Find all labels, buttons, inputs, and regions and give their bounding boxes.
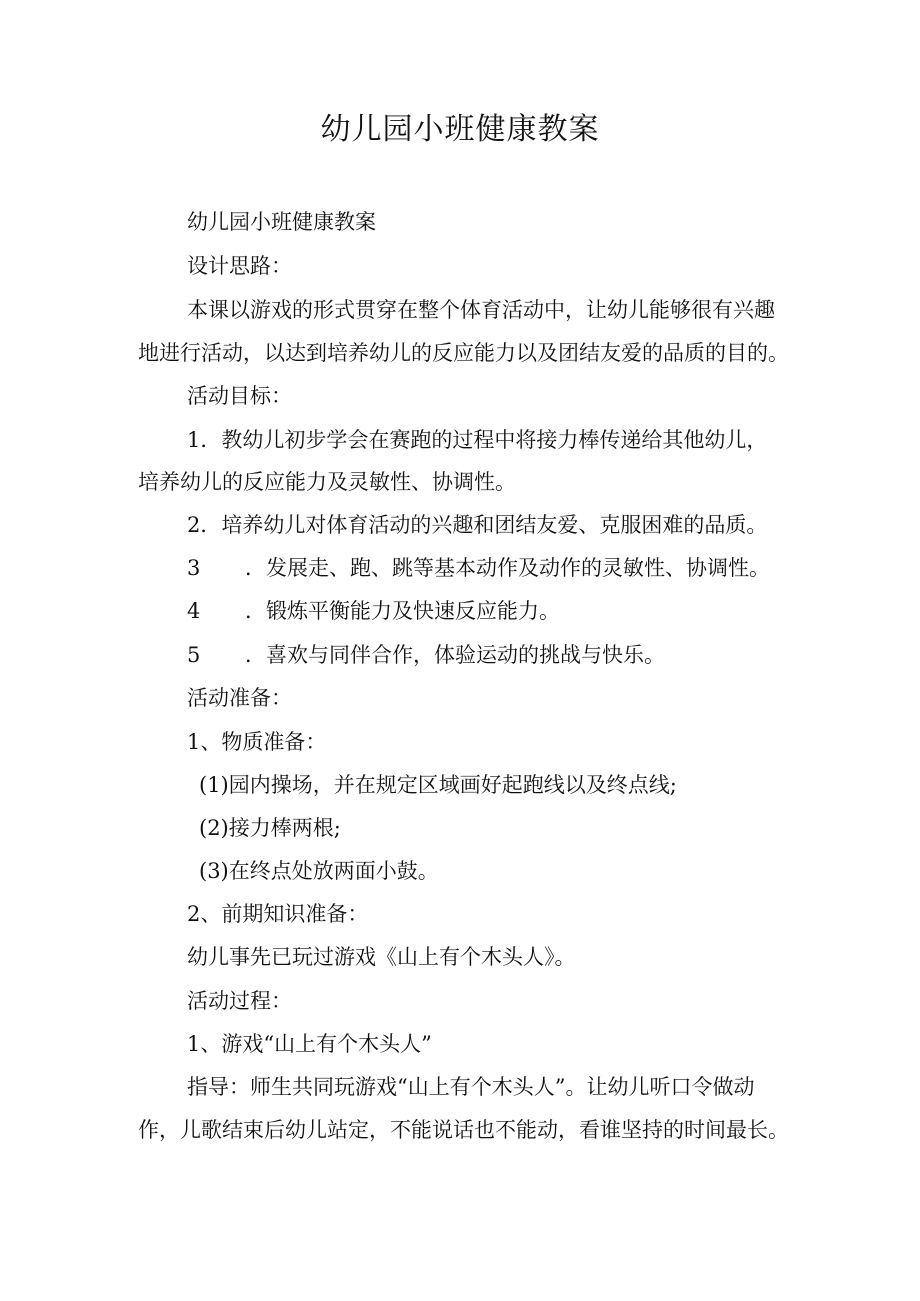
goal-item-4: [187, 596, 560, 626]
subtitle-line: 幼儿园小班健康教案: [187, 210, 376, 234]
prep-subitem-3: (3)在终点处放两面小鼓。: [199, 859, 439, 883]
goal-item-3: [187, 553, 770, 583]
paragraph-line: 幼儿事先已玩过游戏《山上有个木头人》。: [187, 945, 576, 969]
prep-item-2: 2、前期知识准备：: [187, 902, 369, 926]
prep-item-1: 1、物质准备：: [187, 730, 327, 754]
process-item-1: 1、游戏“山上有个木头人”: [187, 1032, 432, 1056]
goal-text: ．锻炼平衡能力及快速反应能力。: [245, 599, 560, 623]
prep-subitem-1: (1)园内操场，并在规定区域画好起跑线以及终点线;: [199, 773, 677, 797]
guidance-line: 指导：师生共同玩游戏“山上有个木头人”。让幼儿听口令做动: [187, 1075, 755, 1099]
goal-item-1: 1．教幼儿初步学会在赛跑的过程中将接力棒传递给其他幼儿，: [187, 428, 768, 452]
goal-text: ．喜欢与同伴合作，体验运动的挑战与快乐。: [245, 643, 665, 667]
section-process-heading: 活动过程：: [187, 989, 292, 1013]
goal-number: 5: [187, 643, 201, 667]
guidance-line-cont: 作，儿歌结束后幼儿站定，不能说话也不能动，看谁坚持的时间最长。: [138, 1118, 789, 1142]
paragraph-line: 地进行活动，以达到培养幼儿的反应能力以及团结友爱的品质的目的。: [138, 341, 789, 365]
goal-text: ．发展走、跑、跳等基本动作及动作的灵敏性、协调性。: [245, 556, 770, 580]
section-goals-heading: 活动目标：: [187, 384, 292, 408]
goal-number: 4: [187, 599, 201, 623]
section-design-heading: 设计思路：: [187, 254, 292, 278]
prep-subitem-2: (2)接力棒两根;: [199, 816, 341, 840]
goal-item-1-cont: 培养幼儿的反应能力及灵敏性、协调性。: [138, 470, 516, 494]
section-prep-heading: 活动准备：: [187, 686, 292, 710]
document-title: 幼儿园小班健康教案: [320, 112, 600, 147]
goal-item-5: [187, 640, 665, 670]
paragraph-line: 本课以游戏的形式贯穿在整个体育活动中，让幼儿能够很有兴趣: [187, 298, 775, 322]
goal-item-2: 2．培养幼儿对体育活动的兴趣和团结友爱、克服困难的品质。: [187, 513, 768, 537]
goal-number: 3: [187, 556, 201, 580]
